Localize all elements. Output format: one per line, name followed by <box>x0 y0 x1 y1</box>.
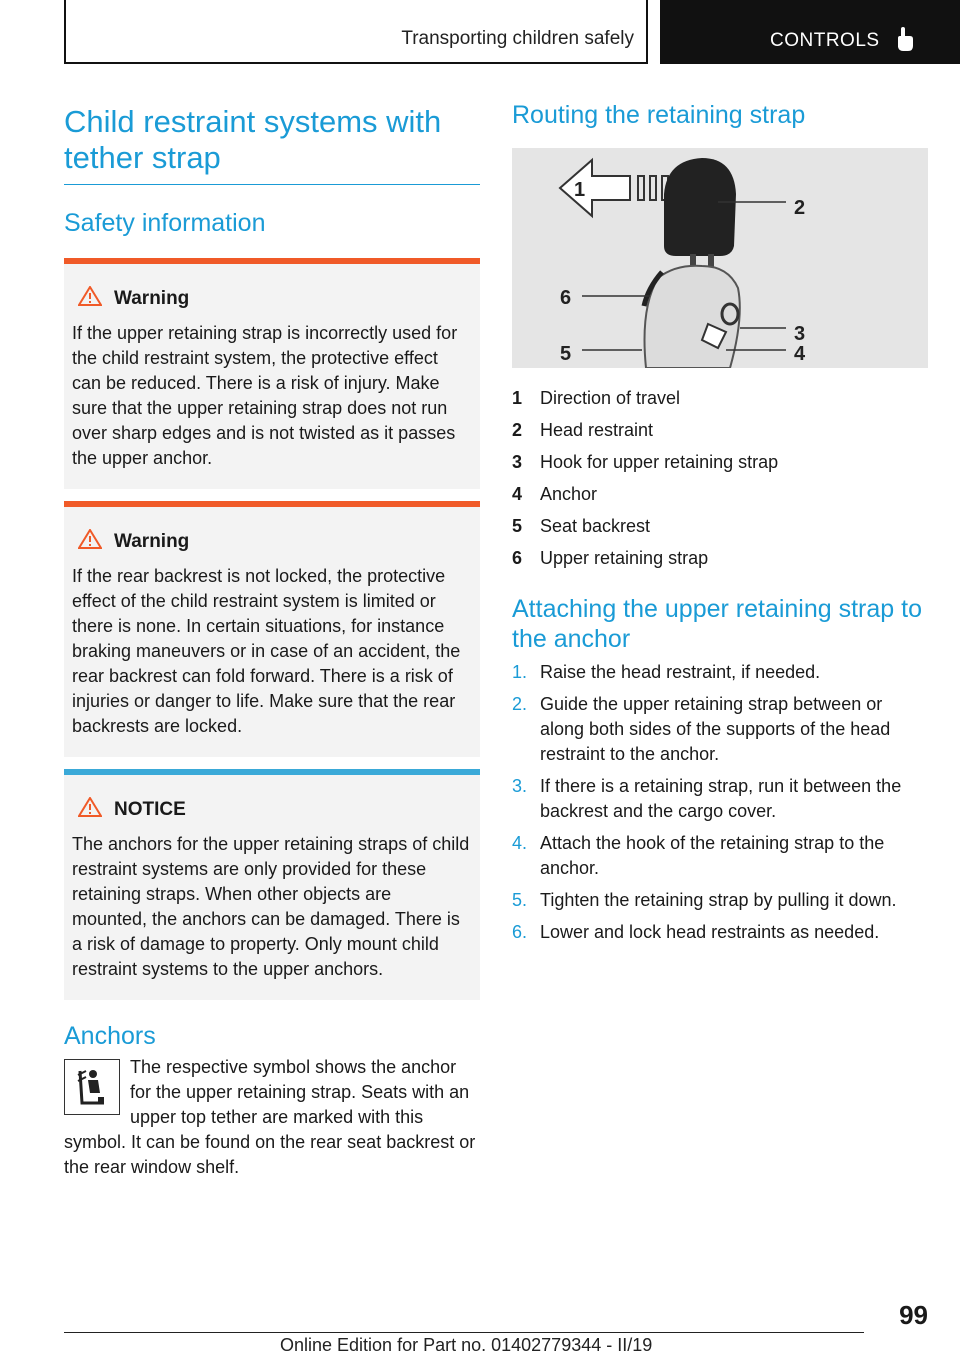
right-column <box>512 100 928 952</box>
footer-divider <box>64 1332 864 1333</box>
warning-text: If the upper retaining strap is incorrectly used for the child restraint system, the protective effect can be reduced. There is a risk of injury. Make sure that the upper retaining strap does not run over sharp edges and is not twisted as it passes the upper anchor. <box>72 323 458 468</box>
page-title: Child restraint systems with tether strap <box>64 104 442 175</box>
page-number: 99 <box>899 1300 928 1330</box>
header-chapter-box <box>660 0 960 64</box>
edition-text: Online Edition for Part no. 01402779344 - II/19 <box>280 1335 653 1355</box>
step-item: 1. Raise the head restraint, if needed. <box>512 662 821 682</box>
step-item: 5. Tighten the retaining strap by pulling it down. <box>512 890 897 910</box>
chapter-title: CONTROLS <box>770 30 880 51</box>
callout-1: 1 <box>574 179 586 201</box>
warning-box-2 <box>64 501 480 757</box>
figure-legend <box>512 382 928 574</box>
callout-4: 4 <box>794 343 806 365</box>
anchors-intro <box>64 1055 480 1130</box>
warning-box-1 <box>64 258 480 489</box>
callout-5: 5 <box>560 343 572 365</box>
title-divider <box>64 184 480 185</box>
anchors-text-continued: symbol. It can be found on the rear seat backrest or the rear window shelf. <box>64 1132 476 1177</box>
step-item: 4. Attach the hook of the retaining strap to the anchor. <box>512 833 885 878</box>
notice-title: NOTICE <box>114 798 186 820</box>
callout-3: 3 <box>794 323 806 345</box>
step-item: 6. Lower and lock head restraints as needed. <box>512 922 880 942</box>
callout-6: 6 <box>560 287 572 309</box>
legend-item: 2 Head restraint <box>512 420 654 440</box>
warning-title: Warning <box>114 287 190 309</box>
safety-heading: Safety information <box>64 209 266 237</box>
legend-item: 5 Seat backrest <box>512 516 651 536</box>
attaching-heading: Attaching the upper retaining strap to the anchor <box>512 595 922 653</box>
header-section-box <box>64 0 648 64</box>
callout-2: 2 <box>794 197 806 219</box>
legend-item: 6 Upper retaining strap <box>512 548 709 568</box>
head-restraint-illustration <box>512 148 928 368</box>
anchors-heading: Anchors <box>64 1022 156 1050</box>
warning-triangle-icon <box>78 529 102 554</box>
notice-text: The anchors for the upper retaining straps of child restraint systems are only provided for these retaining straps. When other objects are mounted, the anchors can be damaged. There is a risk of damage to property. Only mount child restraint systems to the upper anchors. <box>72 834 470 979</box>
warning-text: If the rear backrest is not locked, the protective effect of the child restraint system is limited or there is none. In certain situations, for instance braking maneuvers or in case of an accident, the rear backrest can fold forward. There is a risk of injuries or danger to life. Make sure that the rear backrests are locked. <box>72 566 461 736</box>
warning-title: Warning <box>114 530 190 552</box>
notice-box <box>64 769 480 1000</box>
child-seat-tether-icon <box>64 1059 120 1115</box>
step-item: 3. If there is a retaining strap, run it between the backrest and the cargo cover. <box>512 776 902 821</box>
routing-heading: Routing the retaining strap <box>512 101 806 129</box>
attaching-steps <box>512 660 928 945</box>
legend-item: 1 Direction of travel <box>512 388 681 408</box>
warning-triangle-icon <box>78 797 102 822</box>
step-item: 2. Guide the upper retaining strap between or along both sides of the supports of the head restraint to the anchor. <box>512 694 891 764</box>
left-column <box>64 100 480 1180</box>
section-title: Transporting children safely <box>401 28 634 49</box>
warning-triangle-icon <box>78 286 102 311</box>
anchors-text-wrapped: The respective symbol shows the anchor for the upper retaining strap. Seats with an upper top tether are marked with this <box>130 1057 470 1127</box>
pointing-hand-icon <box>894 26 916 57</box>
legend-item: 3 Hook for upper retaining strap <box>512 452 779 472</box>
legend-item: 4 Anchor <box>512 484 598 504</box>
